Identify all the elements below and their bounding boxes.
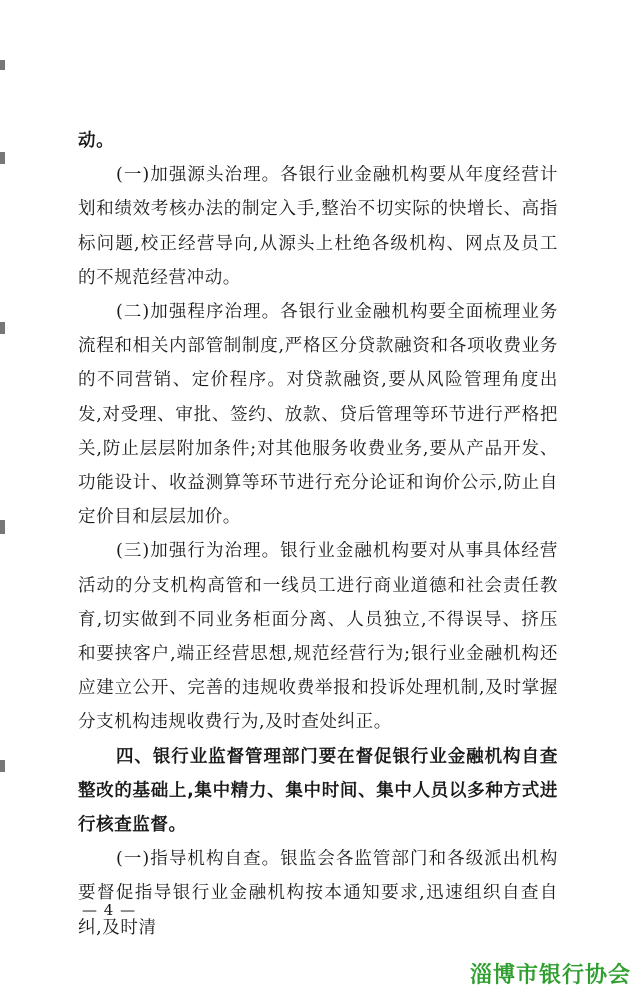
- scan-edge-mark: [0, 152, 5, 164]
- document-body: [78, 124, 558, 945]
- paragraph-source-governance: (一)加强源头治理。各银行业金融机构要从年度经营计划和绩效考核办法的制定入手,整治不切实际的快增长、高指标问题,校正经营导向,从源头上杜绝各级机构、网点及员工的不规范经营冲动。: [78, 165, 558, 288]
- paragraph-guide-self-inspection: (一)指导机构自查。银监会各监管部门和各级派出机构要督促指导银行业金融机构按本通知要求,迅速组织自查自纠,及时清: [78, 849, 558, 938]
- scan-edge-mark: [0, 520, 5, 534]
- watermark-logo-text: 淄博市银行协会: [470, 963, 632, 988]
- paragraph-procedure-governance: (二)加强程序治理。各银行业金融机构要全面梳理业务流程和相关内部管制制度,严格区分贷款融资和各项收费业务的不同营销、定价程序。对贷款融资,要从风险管理角度出发,对受理、审批、签约、放款、贷后管理等环节进行严格把关,防止层层附加条件;对其他服务收费业务,要从产品开发、功能设计、收益测算等环节进行充分论证和询价公示,防止自定价目和层层加价。: [78, 302, 558, 528]
- paragraph-conduct-governance: (三)加强行为治理。银行业金融机构要对从事具体经营活动的分支机构高管和一线员工进行商业道德和社会责任教育,切实做到不同业务柜面分离、人员独立,不得误导、挤压和要挟客户,端正经营思想,规范经营行为;银行业金融机构还应建立公开、完善的违规收费举报和投诉处理机制,及时掌握分支机构违规收费行为,及时查处纠正。: [78, 541, 558, 733]
- page-number: — 4 —: [82, 901, 137, 919]
- scan-edge-mark: [0, 60, 5, 70]
- paragraph-continuation: 动。: [78, 131, 115, 151]
- scan-edge-mark: [0, 322, 5, 334]
- section-heading-four: 四、银行业监督管理部门要在督促银行业金融机构自查整改的基础上,集中精力、集中时间、集中人员以多种方式进行核查监督。: [78, 746, 558, 836]
- scan-edge-mark: [0, 760, 5, 772]
